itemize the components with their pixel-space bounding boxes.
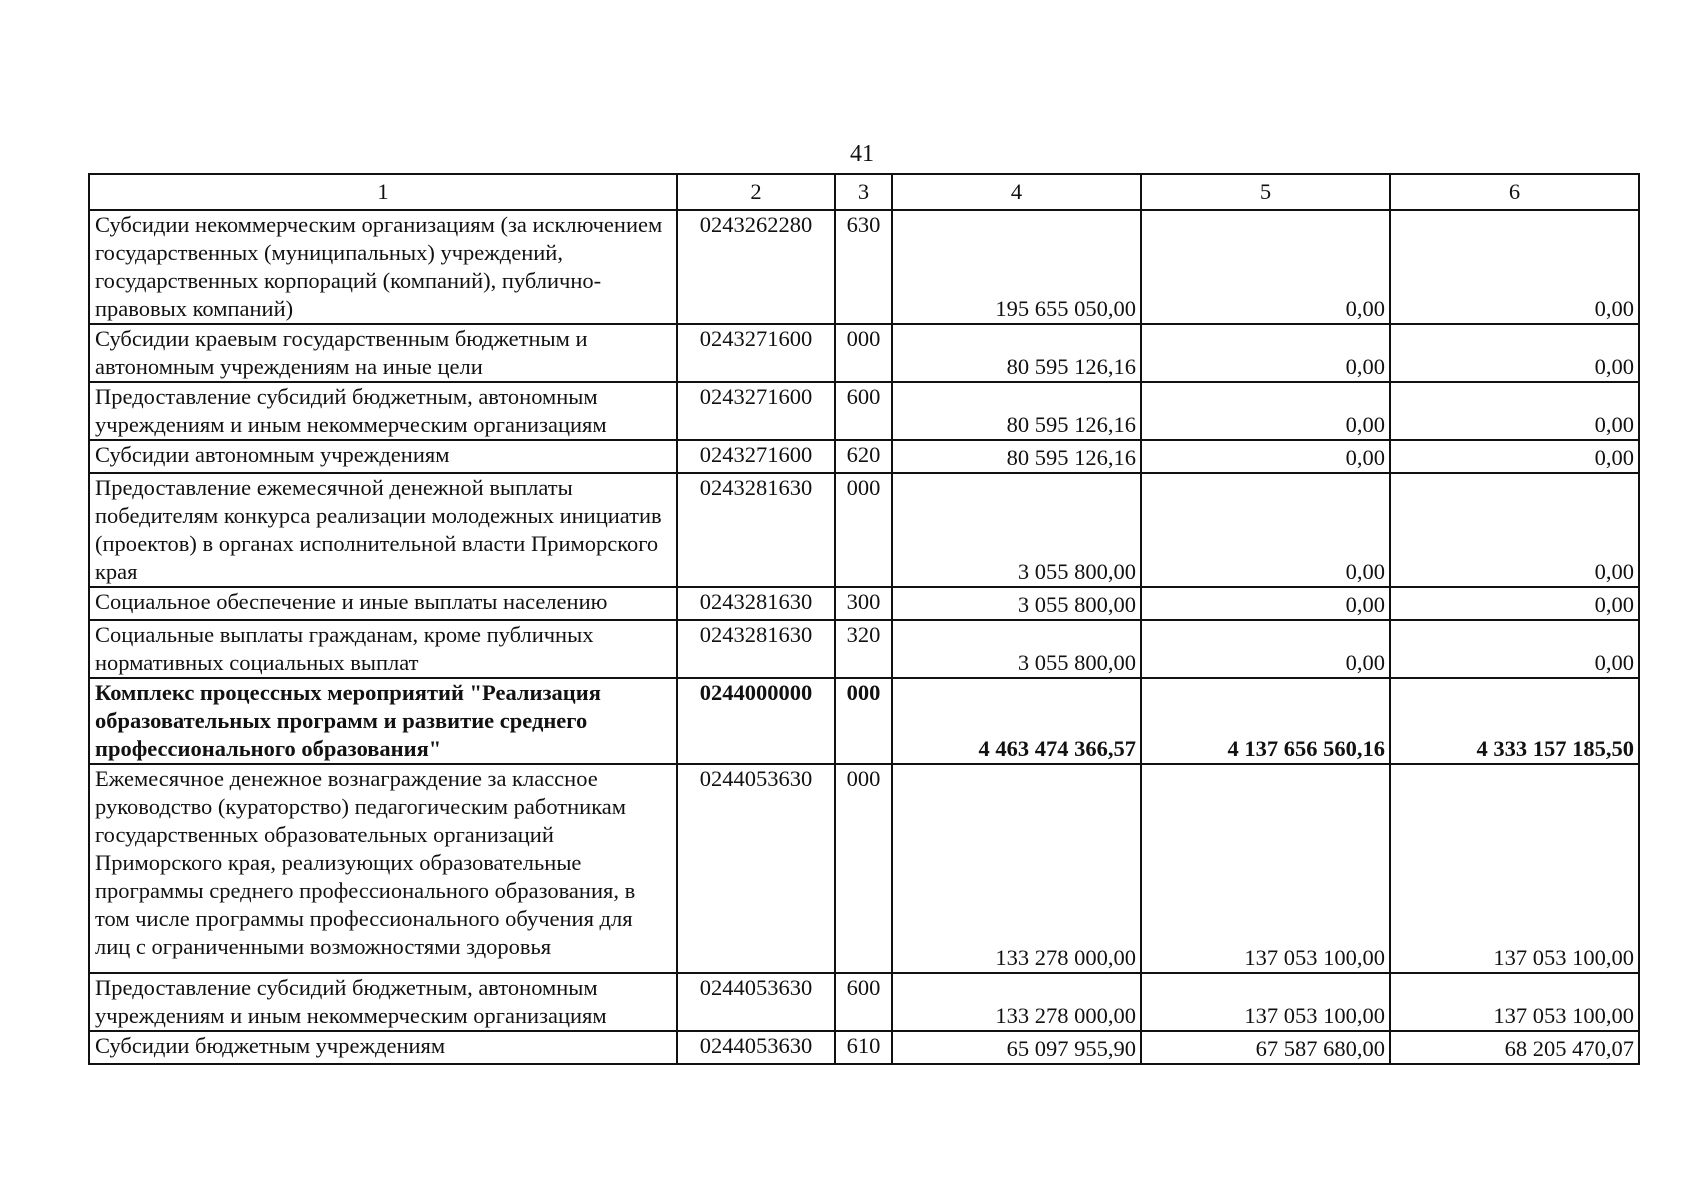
row-amount-col6: 0,00 — [1390, 210, 1639, 324]
row-code-cell: 0244053630 — [677, 973, 835, 1031]
table-row — [89, 473, 1639, 587]
table-row — [89, 764, 1639, 973]
row-amount-col4: 133 278 000,00 — [892, 973, 1141, 1031]
row-amount-col6: 0,00 — [1390, 382, 1639, 440]
row-amount-col4: 3 055 800,00 — [892, 587, 1141, 620]
table-row — [89, 1031, 1639, 1064]
table-row — [89, 973, 1639, 1031]
column-header-1: 1 — [89, 174, 677, 210]
row-amount-col6: 0,00 — [1390, 324, 1639, 382]
row-amount-col5: 4 137 656 560,16 — [1141, 678, 1390, 764]
row-code-cell: 0244053630 — [677, 764, 835, 973]
row-expense-type-cell: 630 — [835, 210, 892, 324]
table-row — [89, 620, 1639, 678]
row-name-cell: Субсидии бюджетным учреждениям — [89, 1031, 677, 1064]
row-amount-col4: 133 278 000,00 — [892, 764, 1141, 973]
row-amount-col6: 0,00 — [1390, 440, 1639, 473]
row-code-cell: 0243281630 — [677, 473, 835, 587]
row-expense-type-cell: 600 — [835, 973, 892, 1031]
row-amount-col5: 0,00 — [1141, 324, 1390, 382]
row-expense-type-cell: 620 — [835, 440, 892, 473]
row-name-cell: Субсидии краевым государственным бюджетным и автономным учреждениям на иные цели — [89, 324, 677, 382]
row-amount-col6: 0,00 — [1390, 473, 1639, 587]
table-row — [89, 678, 1639, 764]
column-header-row — [89, 174, 1639, 210]
row-amount-col5: 137 053 100,00 — [1141, 973, 1390, 1031]
table-row — [89, 587, 1639, 620]
row-expense-type-cell: 610 — [835, 1031, 892, 1064]
row-amount-col6: 0,00 — [1390, 587, 1639, 620]
row-code-cell: 0243271600 — [677, 382, 835, 440]
column-header-3: 3 — [835, 174, 892, 210]
row-name-cell: Предоставление ежемесячной денежной выплаты победителям конкурса реализации молодежных инициатив (проектов) в органах исполнительной власти Приморского края — [89, 473, 677, 587]
row-amount-col5: 137 053 100,00 — [1141, 764, 1390, 973]
table-row — [89, 382, 1639, 440]
row-name-cell: Предоставление субсидий бюджетным, автономным учреждениям и иным некоммерческим организациям — [89, 973, 677, 1031]
page-number: 41 — [850, 141, 874, 167]
row-amount-col4: 80 595 126,16 — [892, 324, 1141, 382]
table-row — [89, 210, 1639, 324]
budget-table — [88, 173, 1640, 1065]
row-code-cell: 0243271600 — [677, 324, 835, 382]
row-amount-col5: 0,00 — [1141, 620, 1390, 678]
row-expense-type-cell: 320 — [835, 620, 892, 678]
row-expense-type-cell: 000 — [835, 678, 892, 764]
row-amount-col4: 195 655 050,00 — [892, 210, 1141, 324]
row-expense-type-cell: 000 — [835, 324, 892, 382]
row-name-cell: Социальное обеспечение и иные выплаты населению — [89, 587, 677, 620]
row-name-cell: Предоставление субсидий бюджетным, автономным учреждениям и иным некоммерческим организациям — [89, 382, 677, 440]
row-amount-col5: 67 587 680,00 — [1141, 1031, 1390, 1064]
row-expense-type-cell: 600 — [835, 382, 892, 440]
row-code-cell: 0243262280 — [677, 210, 835, 324]
budget-table-body — [89, 174, 1639, 1064]
column-header-6: 6 — [1390, 174, 1639, 210]
table-row — [89, 324, 1639, 382]
row-code-cell: 0243281630 — [677, 587, 835, 620]
row-amount-col5: 0,00 — [1141, 587, 1390, 620]
row-amount-col4: 65 097 955,90 — [892, 1031, 1141, 1064]
row-amount-col6: 4 333 157 185,50 — [1390, 678, 1639, 764]
row-amount-col5: 0,00 — [1141, 382, 1390, 440]
row-expense-type-cell: 000 — [835, 764, 892, 973]
row-code-cell: 0244000000 — [677, 678, 835, 764]
row-amount-col4: 80 595 126,16 — [892, 382, 1141, 440]
column-header-4: 4 — [892, 174, 1141, 210]
row-name-cell: Комплекс процессных мероприятий "Реализация образовательных программ и развитие среднего профессионального образования" — [89, 678, 677, 764]
row-expense-type-cell: 000 — [835, 473, 892, 587]
row-amount-col4: 4 463 474 366,57 — [892, 678, 1141, 764]
row-amount-col5: 0,00 — [1141, 210, 1390, 324]
row-amount-col4: 3 055 800,00 — [892, 473, 1141, 587]
row-name-cell: Социальные выплаты гражданам, кроме публичных нормативных социальных выплат — [89, 620, 677, 678]
row-code-cell: 0243281630 — [677, 620, 835, 678]
row-amount-col4: 80 595 126,16 — [892, 440, 1141, 473]
column-header-5: 5 — [1141, 174, 1390, 210]
row-name-cell: Субсидии некоммерческим организациям (за исключением государственных (муниципальных) учреждений, государственных корпораций (компаний), публично-правовых компаний) — [89, 210, 677, 324]
row-code-cell: 0244053630 — [677, 1031, 835, 1064]
row-name-cell: Субсидии автономным учреждениям — [89, 440, 677, 473]
row-name-cell: Ежемесячное денежное вознаграждение за классное руководство (кураторство) педагогическим работникам государственных образовательных организаций Приморского края, реализующих образовательные программы среднего профессионального образования, в том числе программы профессионального обучения для лиц с ограниченными возможностями здоровья — [89, 764, 677, 973]
row-expense-type-cell: 300 — [835, 587, 892, 620]
row-amount-col4: 3 055 800,00 — [892, 620, 1141, 678]
column-header-2: 2 — [677, 174, 835, 210]
row-amount-col6: 137 053 100,00 — [1390, 764, 1639, 973]
row-amount-col6: 137 053 100,00 — [1390, 973, 1639, 1031]
row-amount-col5: 0,00 — [1141, 473, 1390, 587]
row-amount-col5: 0,00 — [1141, 440, 1390, 473]
row-amount-col6: 0,00 — [1390, 620, 1639, 678]
row-code-cell: 0243271600 — [677, 440, 835, 473]
row-amount-col6: 68 205 470,07 — [1390, 1031, 1639, 1064]
table-row — [89, 440, 1639, 473]
